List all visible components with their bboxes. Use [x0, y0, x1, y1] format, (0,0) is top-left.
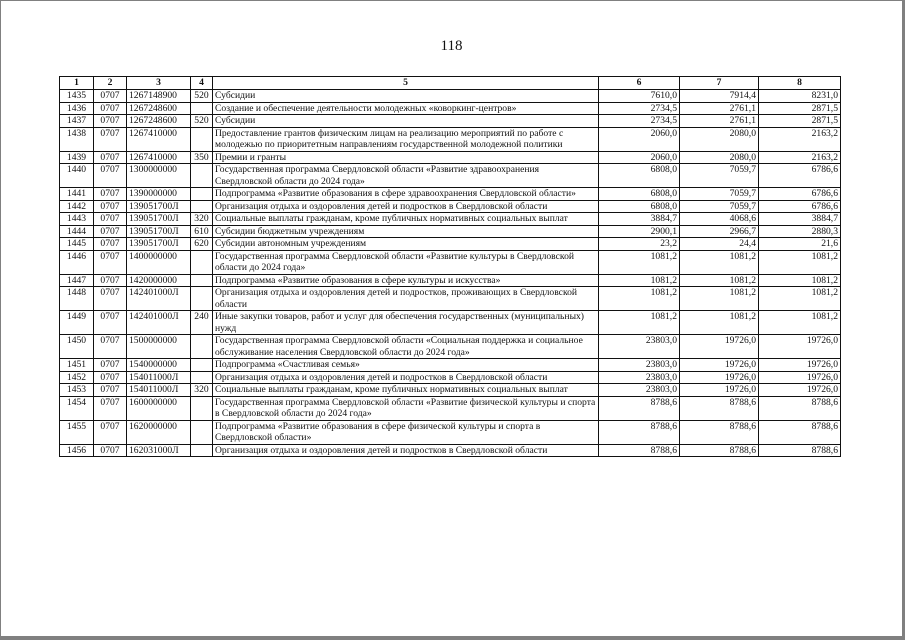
target-article-code: 1420000000 — [127, 274, 191, 287]
target-article-code: 1267148900 — [127, 90, 191, 103]
amount-col-6: 1081,2 — [599, 311, 680, 335]
section-code: 0707 — [94, 287, 127, 311]
expense-type-code: 350 — [191, 151, 213, 164]
expense-type-code — [191, 396, 213, 420]
row-name: Субсидии — [213, 115, 599, 128]
expense-type-code — [191, 127, 213, 151]
expense-type-code — [191, 250, 213, 274]
section-code: 0707 — [94, 225, 127, 238]
row-number: 1448 — [60, 287, 94, 311]
document-page — [1, 1, 902, 636]
amount-col-6: 7610,0 — [599, 90, 680, 103]
row-name: Иные закупки товаров, работ и услуг для обеспечения государственных (муниципальных) нужд — [213, 311, 599, 335]
row-number: 1442 — [60, 200, 94, 213]
target-article-code: 1267248600 — [127, 102, 191, 115]
section-code: 0707 — [94, 127, 127, 151]
table-row — [60, 188, 841, 201]
row-number: 1450 — [60, 335, 94, 359]
row-name: Предоставление грантов физическим лицам на реализацию мероприятий по работе с молодежью по приоритетным направлениям государственной молодежной политики — [213, 127, 599, 151]
amount-col-6: 2734,5 — [599, 102, 680, 115]
row-name: Субсидии бюджетным учреждениям — [213, 225, 599, 238]
amount-col-6: 2734,5 — [599, 115, 680, 128]
amount-col-8: 19726,0 — [759, 371, 841, 384]
amount-col-6: 23803,0 — [599, 335, 680, 359]
amount-col-7: 4068,6 — [680, 213, 759, 226]
expense-type-code: 620 — [191, 238, 213, 251]
row-number: 1443 — [60, 213, 94, 226]
header-col-8: 8 — [759, 77, 841, 90]
header-col-2: 2 — [94, 77, 127, 90]
amount-col-6: 3884,7 — [599, 213, 680, 226]
target-article-code: 1600000000 — [127, 396, 191, 420]
section-code: 0707 — [94, 200, 127, 213]
expense-type-code — [191, 164, 213, 188]
target-article-code: 1300000000 — [127, 164, 191, 188]
amount-col-6: 8788,6 — [599, 396, 680, 420]
section-code: 0707 — [94, 164, 127, 188]
section-code: 0707 — [94, 335, 127, 359]
row-number: 1452 — [60, 371, 94, 384]
row-number: 1437 — [60, 115, 94, 128]
table-row — [60, 90, 841, 103]
row-name: Подпрограмма «Развитие образования в сфере здравоохранения Свердловской области» — [213, 188, 599, 201]
row-number: 1440 — [60, 164, 94, 188]
row-name: Подпрограмма «Развитие образования в сфере физической культуры и спорта в Свердловской области» — [213, 420, 599, 444]
table-row — [60, 238, 841, 251]
row-name: Государственная программа Свердловской области «Социальная поддержка и социальное обслуживание населения Свердловской области до 2024 года» — [213, 335, 599, 359]
header-col-7: 7 — [680, 77, 759, 90]
amount-col-7: 19726,0 — [680, 359, 759, 372]
header-col-5: 5 — [213, 77, 599, 90]
section-code: 0707 — [94, 371, 127, 384]
amount-col-6: 23803,0 — [599, 384, 680, 397]
target-article-code: 139051700Л — [127, 200, 191, 213]
amount-col-8: 8788,6 — [759, 396, 841, 420]
expense-type-code — [191, 444, 213, 457]
amount-col-8: 1081,2 — [759, 274, 841, 287]
target-article-code: 142401000Л — [127, 311, 191, 335]
row-number: 1445 — [60, 238, 94, 251]
row-name: Подпрограмма «Развитие образования в сфере культуры и искусства» — [213, 274, 599, 287]
expense-type-code — [191, 102, 213, 115]
amount-col-7: 1081,2 — [680, 274, 759, 287]
amount-col-6: 6808,0 — [599, 164, 680, 188]
amount-col-8: 1081,2 — [759, 311, 841, 335]
section-code: 0707 — [94, 311, 127, 335]
header-col-6: 6 — [599, 77, 680, 90]
table-row — [60, 102, 841, 115]
row-number: 1449 — [60, 311, 94, 335]
row-name: Социальные выплаты гражданам, кроме публичных нормативных социальных выплат — [213, 213, 599, 226]
expense-type-code — [191, 274, 213, 287]
expense-type-code — [191, 371, 213, 384]
amount-col-8: 2880,3 — [759, 225, 841, 238]
table-row — [60, 311, 841, 335]
section-code: 0707 — [94, 274, 127, 287]
expense-type-code — [191, 335, 213, 359]
expense-type-code: 240 — [191, 311, 213, 335]
amount-col-6: 2900,1 — [599, 225, 680, 238]
section-code: 0707 — [94, 115, 127, 128]
amount-col-7: 19726,0 — [680, 371, 759, 384]
row-name: Субсидии автономным учреждениям — [213, 238, 599, 251]
amount-col-8: 2871,5 — [759, 115, 841, 128]
amount-col-6: 2060,0 — [599, 127, 680, 151]
section-code: 0707 — [94, 384, 127, 397]
amount-col-7: 1081,2 — [680, 250, 759, 274]
expense-type-code — [191, 359, 213, 372]
amount-col-7: 2761,1 — [680, 115, 759, 128]
row-name: Государственная программа Свердловской области «Развитие физической культуры и спорта в Свердловской области до 2024 года» — [213, 396, 599, 420]
target-article-code: 154011000Л — [127, 384, 191, 397]
amount-col-7: 7059,7 — [680, 188, 759, 201]
amount-col-7: 2080,0 — [680, 127, 759, 151]
table-row — [60, 164, 841, 188]
table-header-row — [60, 77, 841, 90]
table-row — [60, 225, 841, 238]
target-article-code: 1620000000 — [127, 420, 191, 444]
expense-type-code — [191, 420, 213, 444]
target-article-code: 139051700Л — [127, 213, 191, 226]
section-code: 0707 — [94, 250, 127, 274]
row-number: 1446 — [60, 250, 94, 274]
expense-type-code: 520 — [191, 115, 213, 128]
amount-col-8: 1081,2 — [759, 287, 841, 311]
table-row — [60, 371, 841, 384]
amount-col-7: 7059,7 — [680, 164, 759, 188]
row-number: 1454 — [60, 396, 94, 420]
table-row — [60, 335, 841, 359]
amount-col-6: 23,2 — [599, 238, 680, 251]
amount-col-8: 6786,6 — [759, 188, 841, 201]
section-code: 0707 — [94, 420, 127, 444]
expense-type-code — [191, 287, 213, 311]
row-number: 1439 — [60, 151, 94, 164]
table-row — [60, 359, 841, 372]
amount-col-8: 6786,6 — [759, 164, 841, 188]
target-article-code: 1540000000 — [127, 359, 191, 372]
row-number: 1447 — [60, 274, 94, 287]
row-number: 1435 — [60, 90, 94, 103]
amount-col-7: 2966,7 — [680, 225, 759, 238]
table-row — [60, 396, 841, 420]
target-article-code: 1267410000 — [127, 151, 191, 164]
row-name: Субсидии — [213, 90, 599, 103]
section-code: 0707 — [94, 359, 127, 372]
amount-col-6: 1081,2 — [599, 287, 680, 311]
table-row — [60, 213, 841, 226]
amount-col-8: 21,6 — [759, 238, 841, 251]
row-name: Подпрограмма «Счастливая семья» — [213, 359, 599, 372]
amount-col-7: 7914,4 — [680, 90, 759, 103]
row-number: 1453 — [60, 384, 94, 397]
amount-col-8: 6786,6 — [759, 200, 841, 213]
amount-col-8: 19726,0 — [759, 384, 841, 397]
table-row — [60, 274, 841, 287]
table-row — [60, 287, 841, 311]
amount-col-7: 19726,0 — [680, 335, 759, 359]
amount-col-6: 8788,6 — [599, 444, 680, 457]
section-code: 0707 — [94, 444, 127, 457]
amount-col-7: 19726,0 — [680, 384, 759, 397]
target-article-code: 162031000Л — [127, 444, 191, 457]
amount-col-8: 8788,6 — [759, 420, 841, 444]
amount-col-7: 8788,6 — [680, 444, 759, 457]
table-row — [60, 200, 841, 213]
expense-type-code: 320 — [191, 213, 213, 226]
target-article-code: 1500000000 — [127, 335, 191, 359]
section-code: 0707 — [94, 151, 127, 164]
amount-col-7: 1081,2 — [680, 311, 759, 335]
amount-col-8: 2163,2 — [759, 151, 841, 164]
target-article-code: 142401000Л — [127, 287, 191, 311]
section-code: 0707 — [94, 102, 127, 115]
amount-col-7: 2761,1 — [680, 102, 759, 115]
section-code: 0707 — [94, 213, 127, 226]
table-row — [60, 444, 841, 457]
amount-col-6: 23803,0 — [599, 371, 680, 384]
row-number: 1436 — [60, 102, 94, 115]
target-article-code: 139051700Л — [127, 225, 191, 238]
row-number: 1451 — [60, 359, 94, 372]
table-body — [60, 90, 841, 457]
amount-col-7: 2080,0 — [680, 151, 759, 164]
row-name: Государственная программа Свердловской области «Развитие культуры в Свердловской области до 2024 года» — [213, 250, 599, 274]
row-name: Организация отдыха и оздоровления детей и подростков, проживающих в Свердловской области — [213, 287, 599, 311]
amount-col-8: 3884,7 — [759, 213, 841, 226]
amount-col-6: 23803,0 — [599, 359, 680, 372]
amount-col-6: 8788,6 — [599, 420, 680, 444]
expense-type-code: 610 — [191, 225, 213, 238]
row-name: Организация отдыха и оздоровления детей и подростков в Свердловской области — [213, 371, 599, 384]
header-col-1: 1 — [60, 77, 94, 90]
amount-col-8: 8788,6 — [759, 444, 841, 457]
target-article-code: 1390000000 — [127, 188, 191, 201]
section-code: 0707 — [94, 396, 127, 420]
amount-col-7: 1081,2 — [680, 287, 759, 311]
row-name: Создание и обеспечение деятельности молодежных «коворкинг-центров» — [213, 102, 599, 115]
row-name: Организация отдыха и оздоровления детей и подростков в Свердловской области — [213, 444, 599, 457]
row-name: Организация отдыха и оздоровления детей и подростков в Свердловской области — [213, 200, 599, 213]
header-col-3: 3 — [127, 77, 191, 90]
amount-col-8: 8231,0 — [759, 90, 841, 103]
amount-col-8: 2871,5 — [759, 102, 841, 115]
row-name: Государственная программа Свердловской области «Развитие здравоохранения Свердловской области до 2024 года» — [213, 164, 599, 188]
row-number: 1438 — [60, 127, 94, 151]
section-code: 0707 — [94, 90, 127, 103]
row-number: 1456 — [60, 444, 94, 457]
expense-type-code — [191, 200, 213, 213]
amount-col-6: 6808,0 — [599, 200, 680, 213]
page-number: 118 — [440, 38, 463, 54]
expense-type-code: 520 — [191, 90, 213, 103]
header-col-4: 4 — [191, 77, 213, 90]
target-article-code: 1400000000 — [127, 250, 191, 274]
row-number: 1444 — [60, 225, 94, 238]
budget-table — [59, 76, 841, 457]
target-article-code: 1267248600 — [127, 115, 191, 128]
row-name: Премии и гранты — [213, 151, 599, 164]
amount-col-7: 8788,6 — [680, 420, 759, 444]
amount-col-6: 1081,2 — [599, 274, 680, 287]
expense-type-code — [191, 188, 213, 201]
table-row — [60, 127, 841, 151]
table-row — [60, 115, 841, 128]
table-row — [60, 420, 841, 444]
expense-type-code: 320 — [191, 384, 213, 397]
amount-col-6: 1081,2 — [599, 250, 680, 274]
amount-col-7: 7059,7 — [680, 200, 759, 213]
target-article-code: 154011000Л — [127, 371, 191, 384]
target-article-code: 139051700Л — [127, 238, 191, 251]
amount-col-7: 8788,6 — [680, 396, 759, 420]
section-code: 0707 — [94, 188, 127, 201]
section-code: 0707 — [94, 238, 127, 251]
table-row — [60, 384, 841, 397]
row-number: 1441 — [60, 188, 94, 201]
amount-col-7: 24,4 — [680, 238, 759, 251]
amount-col-6: 6808,0 — [599, 188, 680, 201]
amount-col-8: 1081,2 — [759, 250, 841, 274]
row-name: Социальные выплаты гражданам, кроме публичных нормативных социальных выплат — [213, 384, 599, 397]
target-article-code: 1267410000 — [127, 127, 191, 151]
table-row — [60, 151, 841, 164]
row-number: 1455 — [60, 420, 94, 444]
amount-col-6: 2060,0 — [599, 151, 680, 164]
amount-col-8: 19726,0 — [759, 359, 841, 372]
amount-col-8: 2163,2 — [759, 127, 841, 151]
amount-col-8: 19726,0 — [759, 335, 841, 359]
table-row — [60, 250, 841, 274]
